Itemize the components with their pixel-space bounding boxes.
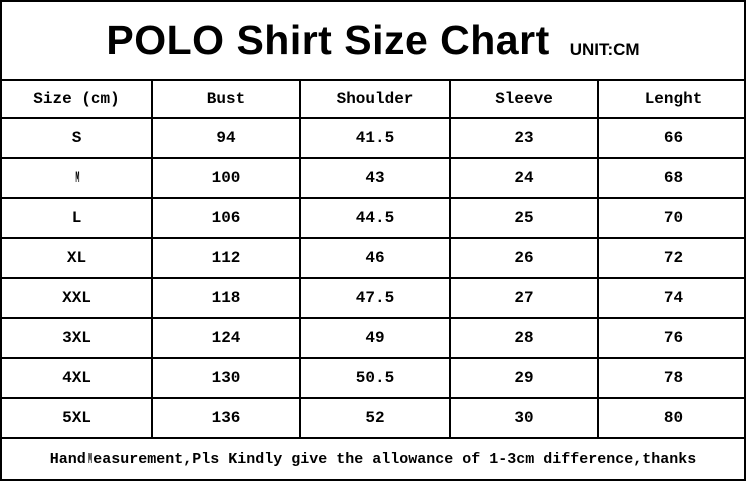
table-cell: 27 [450,278,598,318]
table-cell: 5XL [2,398,152,438]
table-cell: 72 [598,238,746,278]
table-cell: S [2,118,152,158]
table-cell: 24 [450,158,598,198]
table-cell: 80 [598,398,746,438]
unit-label: UNIT:CM [569,39,640,59]
table-cell: XL [2,238,152,278]
table-row [2,198,746,238]
table-row [2,358,746,398]
table-cell: 94 [152,118,300,158]
table-cell: 76 [598,318,746,358]
table-cell: 124 [152,318,300,358]
table-cell: 25 [450,198,598,238]
table-cell: 44.5 [300,198,450,238]
table-cell: 78 [598,358,746,398]
table-cell: 52 [300,398,450,438]
table-cell: M [2,158,152,198]
table-cell: 30 [450,398,598,438]
size-table [2,81,746,439]
table-header-row [2,81,746,118]
table-cell: 130 [152,358,300,398]
table-cell: 43 [300,158,450,198]
table-row [2,278,746,318]
table-row [2,158,746,198]
table-row [2,118,746,158]
column-header-bust: Bust [152,81,300,118]
table-cell: 66 [598,118,746,158]
table-row [2,398,746,438]
table-cell: 49 [300,318,450,358]
table-cell: 23 [450,118,598,158]
table-cell: 26 [450,238,598,278]
size-table-body [2,118,746,438]
table-cell: XXL [2,278,152,318]
table-cell: 47.5 [300,278,450,318]
table-cell: 29 [450,358,598,398]
table-cell: 41.5 [300,118,450,158]
table-cell: 28 [450,318,598,358]
table-row [2,318,746,358]
table-cell: 118 [152,278,300,318]
page-title: POLO Shirt Size Chart [106,17,550,63]
table-cell: 68 [598,158,746,198]
table-cell: L [2,198,152,238]
column-header-size: Size (cm) [2,81,152,118]
table-cell: 106 [152,198,300,238]
table-cell: 50.5 [300,358,450,398]
table-cell: 136 [152,398,300,438]
table-row [2,238,746,278]
column-header-shoulder: Shoulder [300,81,450,118]
column-header-length: Lenght [598,81,746,118]
column-header-sleeve: Sleeve [450,81,598,118]
table-cell: 112 [152,238,300,278]
title-bar [2,2,744,81]
table-cell: 100 [152,158,300,198]
table-cell: 46 [300,238,450,278]
table-cell: 70 [598,198,746,238]
table-cell: 3XL [2,318,152,358]
table-cell: 74 [598,278,746,318]
table-cell: 4XL [2,358,152,398]
footer-note: Hand M easurement,Pls Kindly give the allowance of 1-3cm difference,thanks [49,450,697,468]
